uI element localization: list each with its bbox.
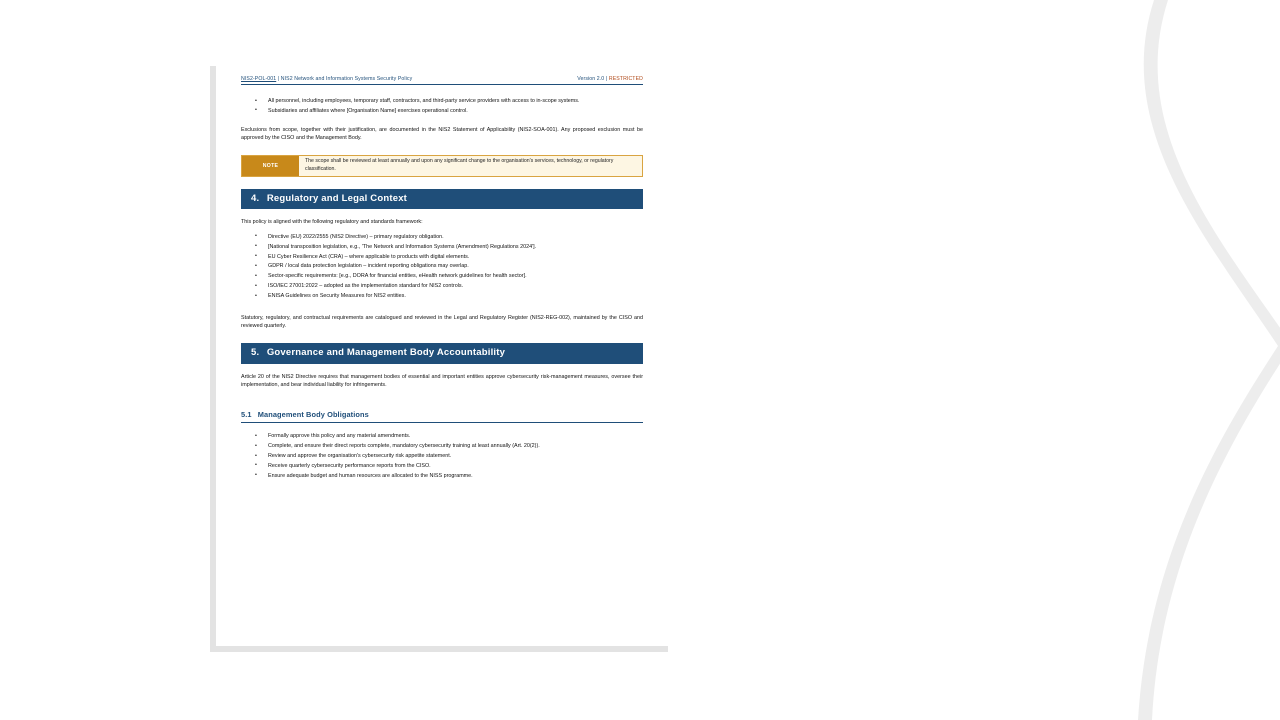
document-page <box>216 66 668 646</box>
list-item: • EU Cyber Resilience Act (CRA) – where applicable to products with digital elements. <box>241 253 643 261</box>
list-item: • ENISA Guidelines on Security Measures for NIS2 entities. <box>241 292 643 300</box>
background-decoration <box>800 0 1280 720</box>
section-5-1-bullet-list <box>241 432 643 480</box>
list-item: • Ensure adequate budget and human resources are allocated to the NISS programme. <box>241 472 643 480</box>
scope-exclusions-paragraph: Exclusions from scope, together with their justification, are documented in the NIS2 Statement of Applicability (NIS2-SOA-001). Any proposed exclusion must be approved by the CISO and the Management Body. <box>241 126 643 142</box>
header-version: Version 2.0 <box>577 76 605 82</box>
section-4-heading <box>241 189 643 210</box>
list-item: • Directive (EU) 2022/2555 (NIS2 Directive) – primary regulatory obligation. <box>241 233 643 241</box>
list-item: • [National transposition legislation, e.g., 'The Network and Information Systems (Amendment) Regulations 2024']. <box>241 243 643 251</box>
scope-bullet-list <box>241 97 643 115</box>
header-separator-1: | <box>277 76 280 82</box>
section-5-paragraph: Article 20 of the NIS2 Directive requires that management bodies of essential and important entities approve cybersecurity risk-management measures, oversee their implementation, and bear individual liability for infringements. <box>241 373 643 388</box>
section-5-heading <box>241 343 643 364</box>
list-item: • Review and approve the organisation's cybersecurity risk appetite statement. <box>241 452 643 460</box>
section-5-1-number: 5.1 <box>241 410 252 420</box>
section-4-intro: This policy is aligned with the following regulatory and standards framework: <box>241 219 423 226</box>
section-5-1-title: Management Body Obligations <box>257 410 369 420</box>
header-separator-2: | <box>605 76 608 82</box>
document-running-header <box>241 76 643 85</box>
section-4-closing: Statutory, regulatory, and contractual requirements are catalogued and reviewed in the Legal and Regulatory Register (NIS2-REG-002), maintained by the CISO and reviewed quarterly. <box>241 314 643 330</box>
note-label: NOTE <box>242 156 299 176</box>
section-5-1-heading <box>241 410 643 423</box>
list-item: • ISO/IEC 27001:2022 – adopted as the implementation standard for NIS2 controls. <box>241 282 643 290</box>
section-4-number: 4. <box>251 192 260 204</box>
list-item: • Complete, and ensure their direct reports complete, mandatory cybersecurity training at least annually (Art. 20(2)). <box>241 442 643 450</box>
header-classification: RESTRICTED <box>608 76 643 82</box>
list-item: • GDPR / local data protection legislation – incident reporting obligations may overlap. <box>241 262 643 270</box>
section-4-title: Regulatory and Legal Context <box>266 192 408 204</box>
section-5-title: Governance and Management Body Accountability <box>266 346 506 358</box>
header-document-id: NIS2-POL-001 <box>241 76 277 82</box>
section-5-number: 5. <box>251 346 260 358</box>
note-callout <box>241 155 643 177</box>
list-item: • Receive quarterly cybersecurity performance reports from the CISO. <box>241 462 643 470</box>
note-text: The scope shall be reviewed at least annually and upon any significant change to the organisation's services, technology, or regulatory classification. <box>299 156 642 176</box>
list-item: • Formally approve this policy and any material amendments. <box>241 432 643 440</box>
list-item: • Subsidiaries and affiliates where [Organisation Name] exercises operational control. <box>241 107 643 115</box>
section-4-bullet-list <box>241 233 643 301</box>
list-item: • Sector-specific requirements: [e.g., DORA for financial entities, eHealth network guidelines for health sector]. <box>241 272 643 280</box>
header-document-title: NIS2 Network and Information Systems Security Policy <box>280 76 413 82</box>
list-item: • All personnel, including employees, temporary staff, contractors, and third-party service providers with access to in-scope systems. <box>241 97 643 105</box>
